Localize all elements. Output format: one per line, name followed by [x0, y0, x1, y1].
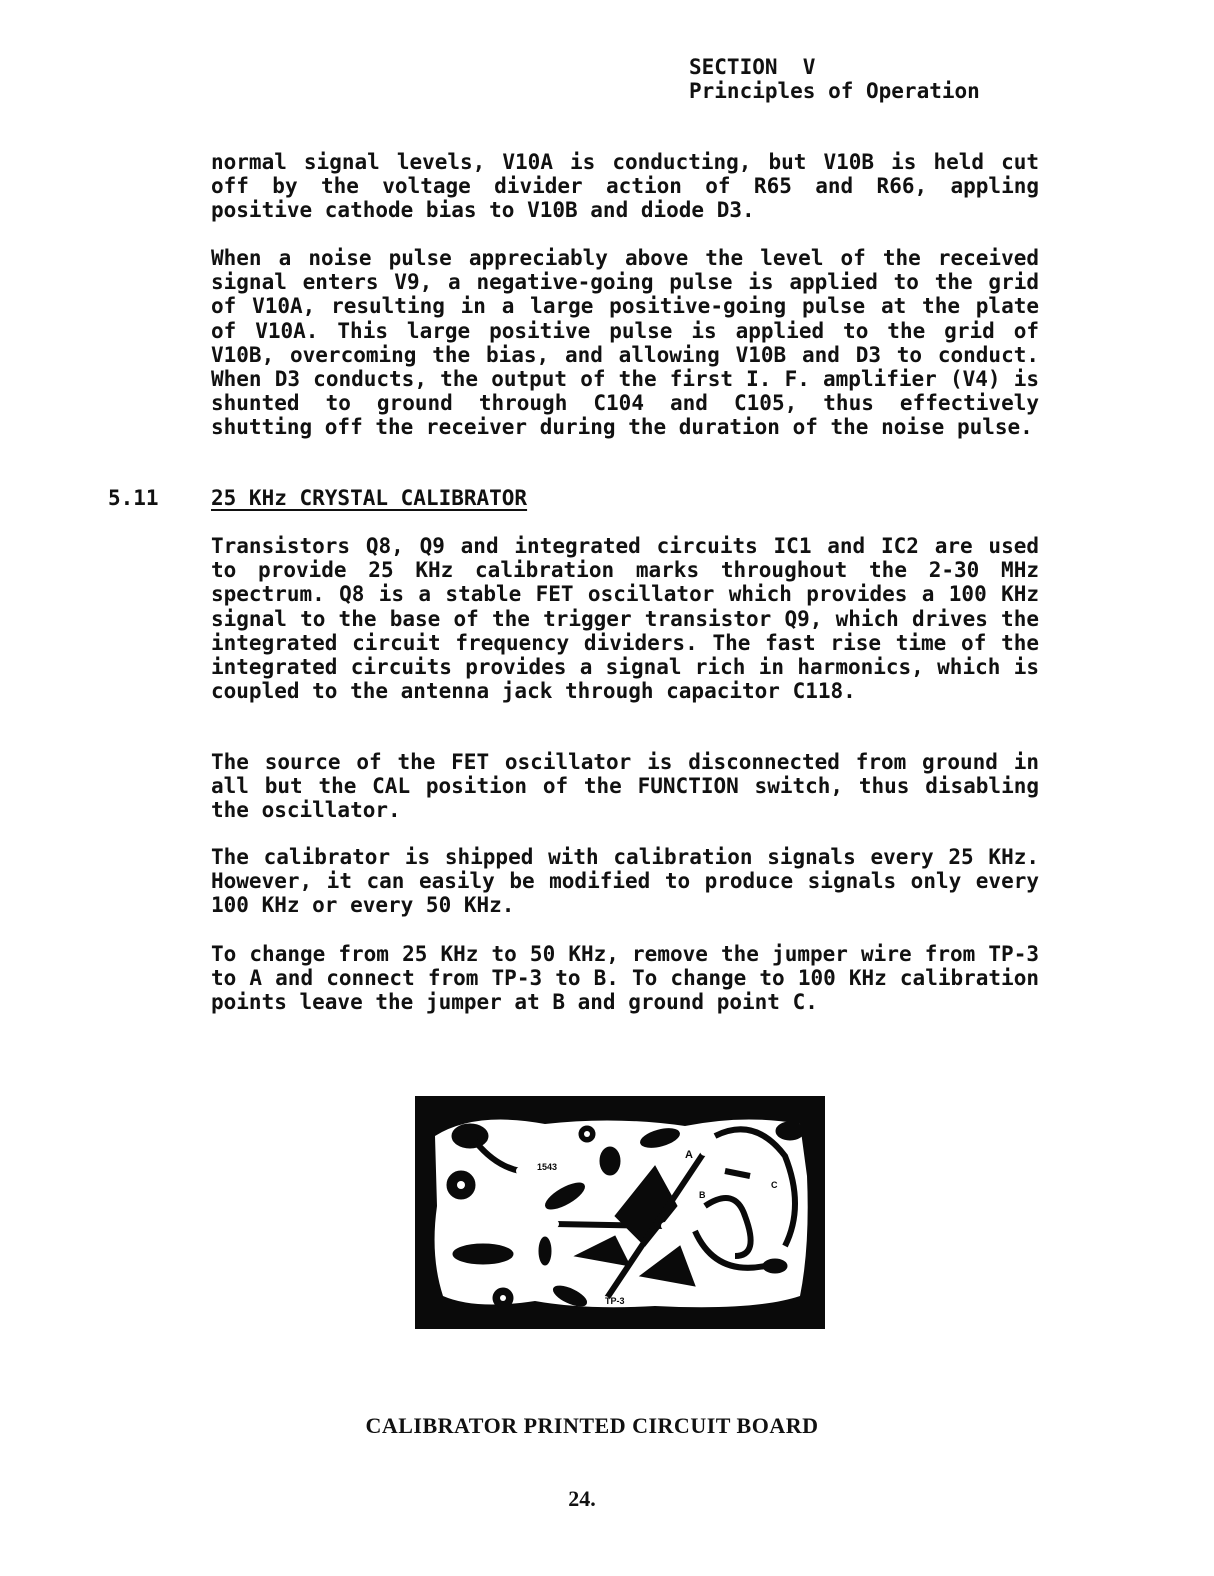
pcb-label-part-number: 1543 — [537, 1162, 558, 1172]
paragraph-noise-limiter-1: normal signal levels, V10A is conducting, but V10B is held cut off by the voltage divider action of R65 and R66, appling positive cathode bias to V10B and diode D3. — [211, 150, 1039, 223]
paragraph-calibrator-4: To change from 25 KHz to 50 KHz, remove the jumper wire from TP-3 to A and connect from TP-3 to B. To change to 100 KHz calibration points leave the jumper at B and ground point C. — [211, 942, 1039, 1015]
pcb-label-test-point: TP-3 — [605, 1296, 625, 1306]
paragraph-calibrator-1: Transistors Q8, Q9 and integrated circuits IC1 and IC2 are used to provide 25 KHz calibration marks throughout the 2-30 MHz spectrum. Q8 is a stable FET oscillator which provides a 100 KHz signal to the base of the trigger transistor Q9, which drives the integrated circuit frequency dividers. The fast rise time of the integrated circuits provides a signal rich in harmonics, which is coupled to the antenna jack through capacitor C118. — [211, 534, 1039, 704]
paragraph-noise-limiter-2: When a noise pulse appreciably above the level of the received signal enters V9, a negative-going pulse is applied to the grid of V10A, resulting in a large positive-going pulse at the plate of V10A. This large positive pulse is applied to the grid of V10B, overcoming the bias, and allowing V10B and D3 to conduct. When D3 conducts, the output of the first I. F. amplifier (V4) is shunted to ground through C104 and C105, thus effectively shutting off the receiver during the duration of the noise pulse. — [211, 246, 1039, 440]
figure-caption: CALIBRATOR PRINTED CIRCUIT BOARD — [365, 1413, 819, 1438]
paragraph-calibrator-3: The calibrator is shipped with calibration signals every 25 KHz. However, it can easily be modified to produce signals only every 100 KHz or every 50 KHz. — [211, 845, 1039, 918]
section-number: 5.11 — [108, 486, 159, 510]
pcb-label-b: B — [699, 1190, 706, 1200]
paragraph-calibrator-2: The source of the FET oscillator is disconnected from ground in all but the CAL position of the FUNCTION switch, thus disabling the oscillator. — [211, 750, 1039, 823]
pcb-figure — [415, 1096, 825, 1329]
section-subtitle: Principles of Operation — [689, 79, 980, 103]
pcb-label-a: A — [685, 1149, 693, 1161]
pcb-label-c: C — [771, 1180, 778, 1190]
section-label: SECTION V — [689, 55, 816, 79]
section-header — [689, 55, 980, 103]
page-number: 24. — [568, 1486, 596, 1511]
section-title: 25 KHz CRYSTAL CALIBRATOR — [211, 486, 528, 510]
